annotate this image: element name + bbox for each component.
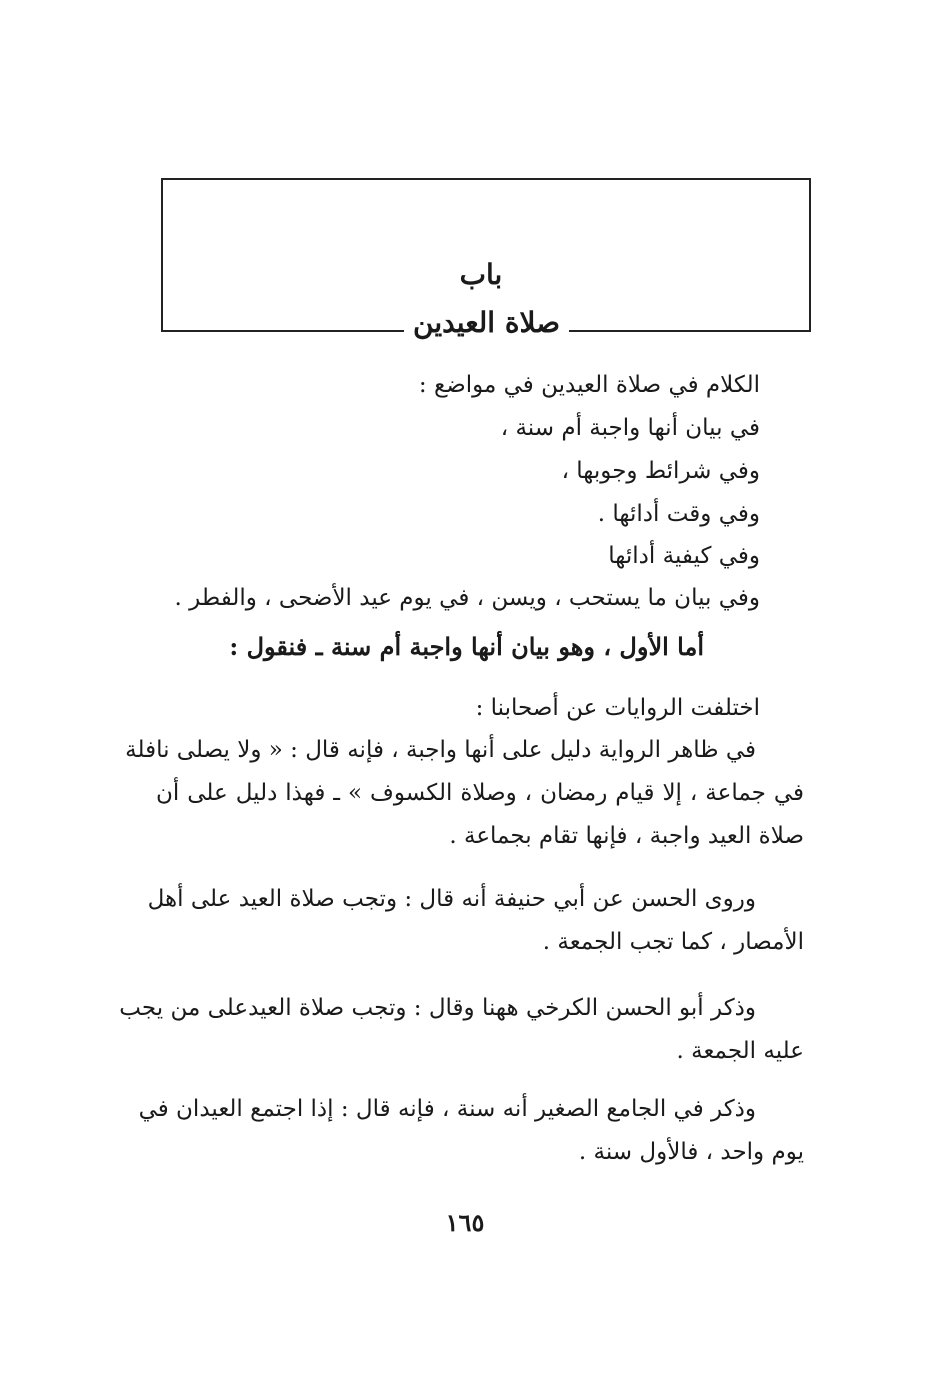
chapter-word: باب [459, 258, 503, 291]
paragraph-5-line-2: يوم واحد ، فالأول سنة . [578, 1139, 804, 1165]
page-number: ١٦٥ [445, 1208, 485, 1237]
intro-line-3: وفي شرائط وجوبها ، [561, 458, 760, 484]
intro-line-5: وفي كيفية أدائها [608, 543, 760, 569]
intro-line-6: وفي بيان ما يستحب ، ويسن ، في يوم عيد الأضحى ، والفطر . [174, 585, 760, 611]
section-heading: أما الأول ، وهو بيان أنها واجبة أم سنة ـ فنقول : [229, 632, 704, 661]
frame-rule-right [569, 330, 811, 332]
intro-line-1: الكلام في صلاة العيدين في مواضع : [418, 372, 760, 398]
paragraph-4-line-2: عليه الجمعة . [676, 1038, 804, 1064]
paragraph-2-line-1: في ظاهر الرواية دليل على أنها واجبة ، فإنه قال : « ولا يصلى نافلة [125, 737, 756, 763]
chapter-title: صلاة العيدين [413, 306, 560, 339]
paragraph-3-line-2: الأمصار ، كما تجب الجمعة . [542, 929, 804, 955]
paragraph-5-line-1: وذكر في الجامع الصغير أنه سنة ، فإنه قال : إذا اجتمع العيدان في [138, 1096, 756, 1122]
paragraph-2-line-2: في جماعة ، إلا قيام رمضان ، وصلاة الكسوف » ـ فهذا دليل على أن [156, 780, 804, 806]
paragraph-2-line-3: صلاة العيد واجبة ، فإنها تقام بجماعة . [449, 823, 804, 849]
paragraph-4-line-1: وذكر أبو الحسن الكرخي ههنا وقال : وتجب صلاة العيدعلى من يجب [119, 995, 756, 1021]
paragraph-1-line-1: اختلفت الروايات عن أصحابنا : [475, 695, 760, 721]
paragraph-3-line-1: وروى الحسن عن أبي حنيفة أنه قال : وتجب صلاة العيد على أهل [147, 886, 756, 912]
frame-rule-left [161, 330, 404, 332]
intro-line-2: في بيان أنها واجبة أم سنة ، [500, 415, 760, 441]
intro-line-4: وفي وقت أدائها . [597, 501, 760, 527]
